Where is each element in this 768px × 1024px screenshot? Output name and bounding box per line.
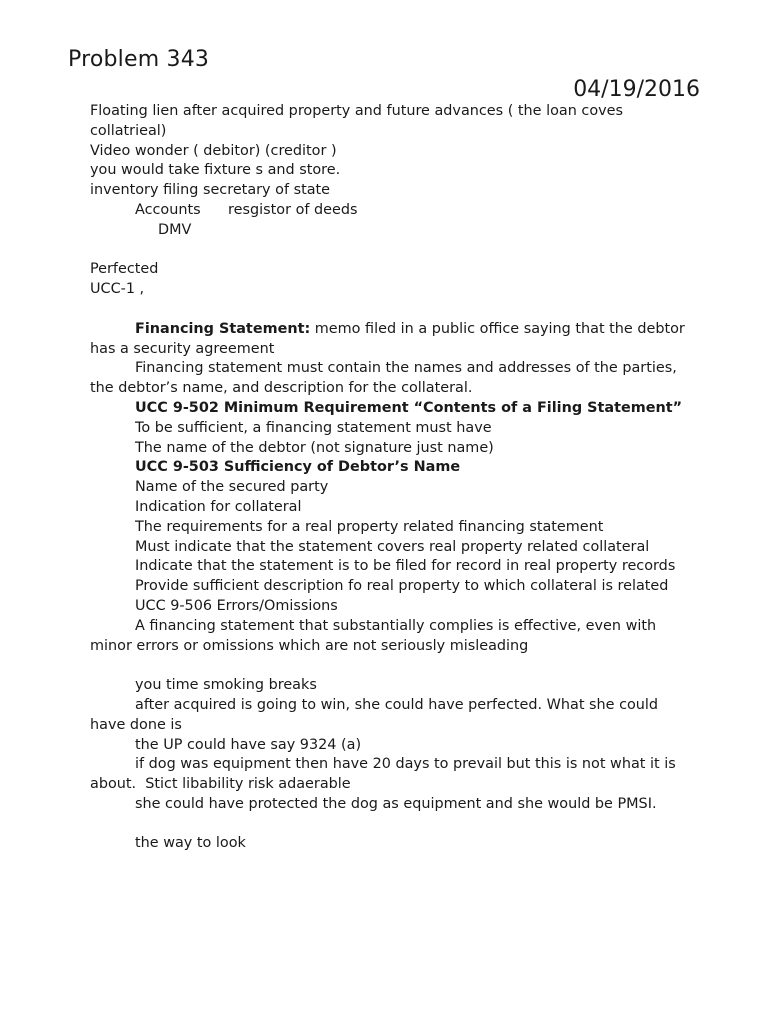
note-line: The name of the debtor (not signature just name) <box>135 439 494 456</box>
note-line: after acquired is going to win, she could have perfected. What she could have done is <box>90 696 663 733</box>
note-line: Financing statement must contain the names and addresses of the parties, the debtor’s name, and description for the collateral. <box>90 360 682 397</box>
spacer <box>90 300 690 320</box>
note-line: Indicate that the statement is to be filed for record in real property records <box>135 558 676 575</box>
financing-statement-paragraph <box>90 320 690 360</box>
definition-text: memo filed in a public office saying that the debtor has a security agreement <box>90 320 690 357</box>
note-line: Indication for collateral <box>135 498 302 515</box>
notes-body <box>90 102 690 854</box>
note-line: Accounts resgistor of deeds <box>135 201 358 218</box>
note-line: A financing statement that substantially complies is effective, even with minor errors or omissions which are not seriously misleading <box>90 617 661 654</box>
note-line: To be sufficient, a financing statement must have <box>135 419 492 436</box>
note-line: Must indicate that the statement covers real property related collateral <box>135 538 650 555</box>
note-line: the way to look <box>135 835 246 852</box>
note-line: inventory filing secretary of state <box>90 182 331 199</box>
bold-heading: Financing Statement: <box>135 320 311 337</box>
note-line: Video wonder ( debitor) (creditor ) <box>90 142 337 159</box>
spacer <box>90 241 690 261</box>
spacer <box>90 656 690 676</box>
note-line: you time smoking breaks <box>135 677 317 694</box>
note-line: Name of the secured party <box>135 479 329 496</box>
section-heading: UCC 9-503 Sufficiency of Debtor’s Name <box>135 459 461 476</box>
note-line: Floating lien after acquired property and future advances ( the loan coves collatrieal) <box>90 103 628 139</box>
note-line: you would take fixture s and store. <box>90 162 341 179</box>
note-line: Perfected <box>90 261 159 278</box>
note-line: DMV <box>158 221 192 238</box>
note-line: Provide sufficient description fo real property to which collateral is related <box>135 578 669 595</box>
page-title: Problem 343 <box>68 47 210 72</box>
date: 04/19/2016 <box>573 77 700 102</box>
spacer <box>90 815 690 835</box>
note-line: she could have protected the dog as equipment and she would be PMSI. <box>135 795 657 812</box>
note-line: if dog was equipment then have 20 days to prevail but this is not what it is about. Stict libability risk adaerable <box>90 756 681 793</box>
note-line: the UP could have say 9324 (a) <box>135 736 362 753</box>
note-line: UCC-1 , <box>90 281 145 298</box>
note-line: The requirements for a real property related financing statement <box>135 518 604 535</box>
note-line: UCC 9-506 Errors/Omissions <box>135 597 338 614</box>
section-heading: UCC 9-502 Minimum Requirement “Contents of a Filing Statement” <box>135 399 683 416</box>
